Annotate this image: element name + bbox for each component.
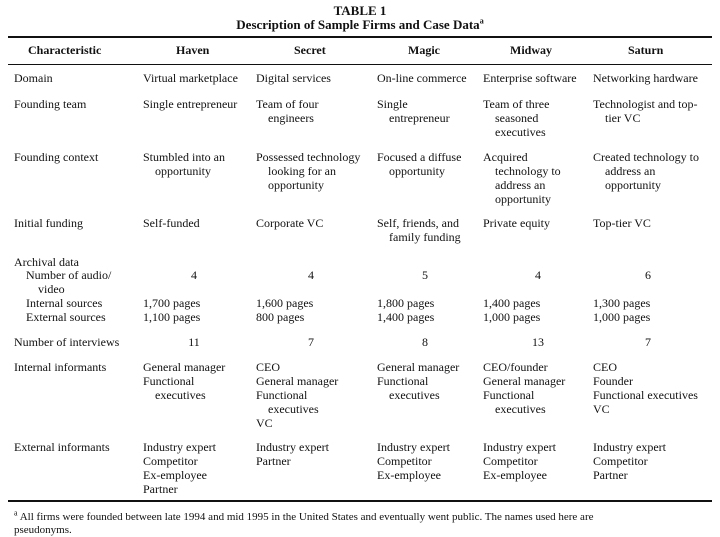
cell-domain-haven: Virtual marketplace bbox=[143, 71, 238, 85]
row-label-audio-video: Number of audio/ video bbox=[26, 268, 112, 296]
row-label-internal-sources: Internal sources bbox=[26, 296, 103, 310]
cell-founding-team-midway: Team of three seasoned executives bbox=[483, 97, 550, 139]
cell-audio-haven: 4 bbox=[191, 268, 197, 282]
cell-internal-informants-secret: CEO General manager Functional executives VC bbox=[256, 360, 339, 430]
cell-internal-informants-midway: CEO/founder General manager Functional executives bbox=[483, 360, 566, 416]
footnote-text-line2: pseudonyms. bbox=[14, 524, 72, 536]
cell-external-informants-secret: Industry expert Partner bbox=[256, 440, 329, 468]
cell-domain-midway: Enterprise software bbox=[483, 71, 577, 85]
cell-founding-team-secret: Team of four engineers bbox=[256, 97, 319, 125]
header-rule bbox=[8, 64, 712, 65]
cell-internal-informants-magic: General manager Functional executives bbox=[377, 360, 460, 402]
cell-interviews-haven: 11 bbox=[188, 335, 200, 349]
cell-internal-magic: 1,800 pages bbox=[377, 296, 435, 310]
cell-internal-saturn: 1,300 pages bbox=[593, 296, 651, 310]
row-label-interviews: Number of interviews bbox=[14, 335, 120, 349]
cell-initial-funding-midway: Private equity bbox=[483, 216, 550, 230]
cell-external-haven: 1,100 pages bbox=[143, 310, 201, 324]
cell-founding-context-magic: Focused a diffuse opportunity bbox=[377, 150, 462, 178]
footnote-marker: a bbox=[14, 508, 18, 518]
header-magic: Magic bbox=[408, 43, 440, 57]
header-characteristic: Characteristic bbox=[28, 43, 102, 57]
header-secret: Secret bbox=[294, 43, 326, 57]
cell-audio-midway: 4 bbox=[535, 268, 541, 282]
cell-founding-team-saturn: Technologist and top- tier VC bbox=[593, 97, 698, 125]
cell-initial-funding-magic: Self, friends, and family funding bbox=[377, 216, 461, 244]
cell-initial-funding-secret: Corporate VC bbox=[256, 216, 324, 230]
table-caption: Description of Sample Firms and Case Data$^a$ bbox=[236, 16, 484, 32]
top-rule bbox=[8, 36, 712, 38]
cell-internal-informants-saturn: CEO Founder Functional executives VC bbox=[593, 360, 698, 416]
cell-founding-context-saturn: Created technology to address an opportunity bbox=[593, 150, 699, 192]
cell-internal-haven: 1,700 pages bbox=[143, 296, 201, 310]
row-label-internal-informants: Internal informants bbox=[14, 360, 107, 374]
cell-external-midway: 1,000 pages bbox=[483, 310, 541, 324]
cell-initial-funding-saturn: Top-tier VC bbox=[593, 216, 651, 230]
cell-external-informants-haven: Industry expert Competitor Ex-employee Partner bbox=[143, 440, 216, 496]
row-label-external-sources: External sources bbox=[26, 310, 106, 324]
caption-footnote-marker: a bbox=[479, 16, 484, 26]
row-label-archival-data: Archival data bbox=[14, 255, 79, 269]
row-label-founding-context: Founding context bbox=[14, 150, 99, 164]
table-footnote bbox=[14, 508, 712, 537]
cell-internal-informants-haven: General manager Functional executives bbox=[143, 360, 226, 402]
header-haven: Haven bbox=[176, 43, 210, 57]
cell-audio-magic: 5 bbox=[422, 268, 428, 282]
cell-domain-magic: On-line commerce bbox=[377, 71, 467, 85]
header-midway: Midway bbox=[510, 43, 552, 57]
bottom-rule bbox=[8, 500, 712, 502]
cell-external-informants-saturn: Industry expert Competitor Partner bbox=[593, 440, 666, 482]
cell-external-informants-midway: Industry expert Competitor Ex-employee bbox=[483, 440, 556, 482]
cell-interviews-saturn: 7 bbox=[645, 335, 651, 349]
cell-audio-secret: 4 bbox=[308, 268, 314, 282]
cell-initial-funding-haven: Self-funded bbox=[143, 216, 200, 230]
row-label-initial-funding: Initial funding bbox=[14, 216, 83, 230]
cell-domain-saturn: Networking hardware bbox=[593, 71, 698, 85]
cell-external-saturn: 1,000 pages bbox=[593, 310, 651, 324]
row-label-external-informants: External informants bbox=[14, 440, 110, 454]
row-label-domain: Domain bbox=[14, 71, 53, 85]
cell-external-informants-magic: Industry expert Competitor Ex-employee bbox=[377, 440, 450, 482]
cell-internal-midway: 1,400 pages bbox=[483, 296, 541, 310]
cell-interviews-magic: 8 bbox=[422, 335, 428, 349]
table-label: TABLE 1 bbox=[333, 3, 387, 18]
cell-external-magic: 1,400 pages bbox=[377, 310, 435, 324]
cell-interviews-secret: 7 bbox=[308, 335, 314, 349]
cell-audio-saturn: 6 bbox=[645, 268, 651, 282]
footnote-text-line1: All firms were founded between late 1994 and mid 1995 in the United States and eventually went public. The names used here are bbox=[19, 511, 594, 523]
cell-founding-context-midway: Acquired technology to address an opportunity bbox=[483, 150, 561, 206]
cell-founding-context-haven: Stumbled into an opportunity bbox=[143, 150, 225, 178]
cell-founding-team-haven: Single entrepreneur bbox=[143, 97, 238, 111]
header-saturn: Saturn bbox=[628, 43, 664, 57]
cell-interviews-midway: 13 bbox=[532, 335, 544, 349]
row-label-founding-team: Founding team bbox=[14, 97, 87, 111]
cell-founding-context-secret: Possessed technology looking for an opportunity bbox=[256, 150, 361, 192]
cell-internal-secret: 1,600 pages bbox=[256, 296, 314, 310]
cell-external-secret: 800 pages bbox=[256, 310, 305, 324]
cell-domain-secret: Digital services bbox=[256, 71, 331, 85]
cell-founding-team-magic: Single entrepreneur bbox=[377, 97, 450, 125]
